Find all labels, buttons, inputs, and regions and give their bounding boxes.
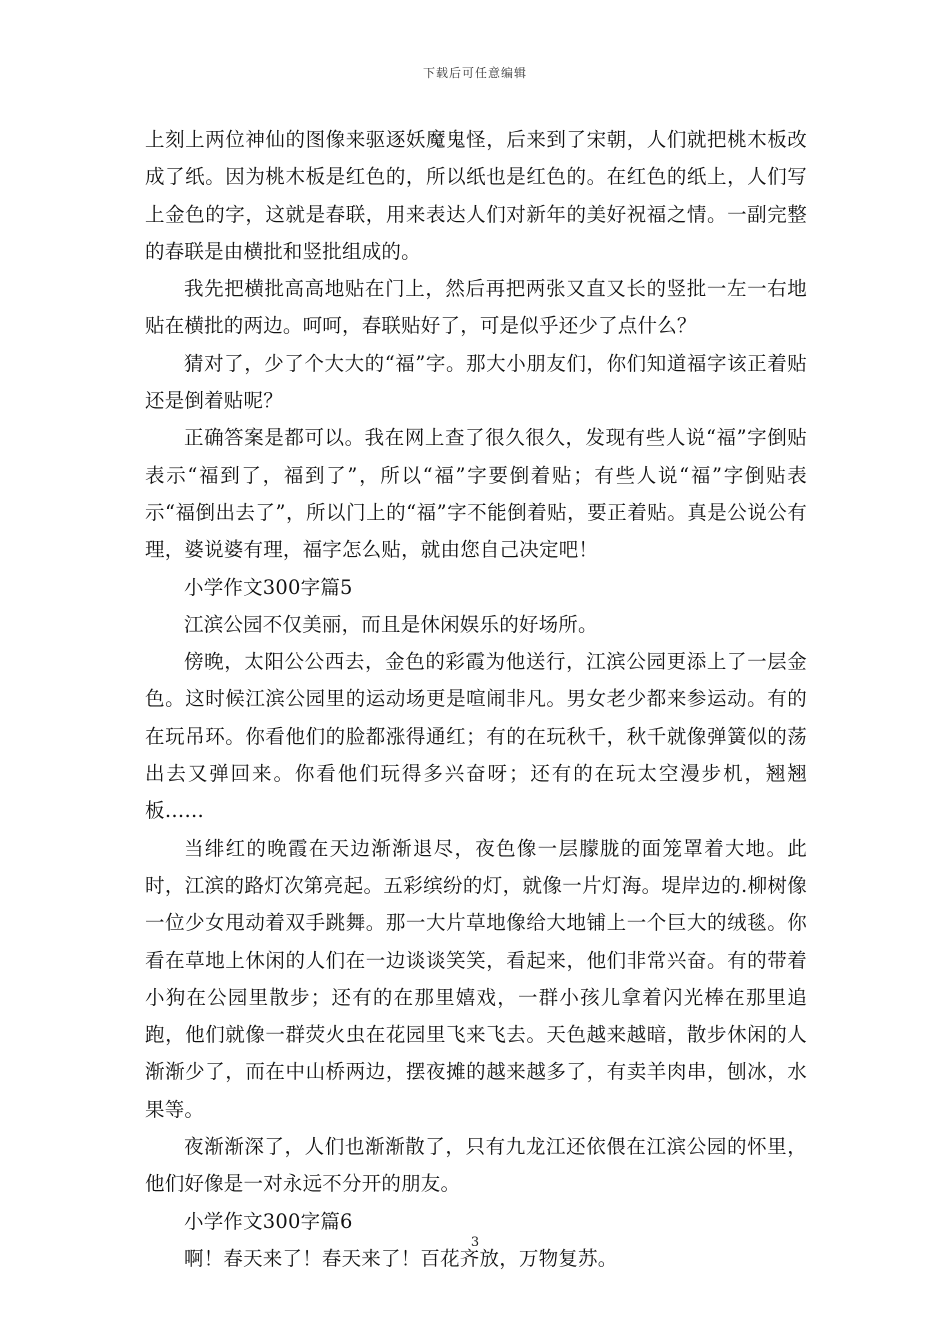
page-header: 下载后可任意编辑 bbox=[422, 66, 527, 80]
paragraph: 我先把横批高高地贴在门上，然后再把两张又直又长的竖批一左一右地贴在横批的两边。呵呵，春联贴好了，可是似乎还少了点什么？ bbox=[145, 277, 807, 338]
document-body bbox=[145, 121, 807, 1277]
paragraph: 当绯红的晚霞在天边渐渐退尽，夜色像一层朦胧的面笼罩着大地。此时，江滨的路灯次第亮起。五彩缤纷的灯，就像一片灯海。堤岸边的.柳树像一位少女甩动着双手跳舞。那一大片草地像给大地铺上一个巨大的绒毯。你看在草地上休闲的人们在一边谈谈笑笑，看起来，他们非常兴奋。有的带着小狗在公园里散步；还有的在那里嬉戏，一群小孩儿拿着闪光棒在那里追跑，他们就像一群荧火虫在花园里飞来飞去。天色越来越暗，散步休闲的人渐渐少了，而在中山桥两边，摆夜摊的越来越多了，有卖羊肉串，刨冰，水果等。 bbox=[145, 836, 807, 1121]
paragraph: 傍晚，太阳公公西去，金色的彩霞为他送行，江滨公园更添上了一层金色。这时候江滨公园里的运动场更是喧闹非凡。男女老少都来参运动。有的在玩吊环。你看他们的脸都涨得通红；有的在玩秋千，秋千就像弹簧似的荡出去又弹回来。你看他们玩得多兴奋呀；还有的在玩太空漫步机，翘翘板…… bbox=[145, 650, 807, 823]
section-heading: 小学作文300字篇6 bbox=[184, 1209, 353, 1233]
paragraph: 夜渐渐深了，人们也渐渐散了，只有九龙江还依偎在江滨公园的怀里，他们好像是一对永远不分开的朋友。 bbox=[145, 1135, 807, 1196]
section-heading: 小学作文300字篇5 bbox=[184, 575, 353, 599]
paragraph: 猜对了，少了个大大的“福”字。那大小朋友们，你们知道福字该正着贴还是倒着贴呢？ bbox=[145, 351, 807, 413]
paragraph: 江滨公园不仅美丽，而且是休闲娱乐的好场所。 bbox=[184, 612, 598, 636]
paragraph: 上刻上两位神仙的图像来驱逐妖魔鬼怪，后来到了宋朝，人们就把桃木板改成了纸。因为桃木板是红色的，所以纸也是红色的。在红色的纸上，人们写上金色的字，这就是春联，用来表达人们对新年的美好祝福之情。一副完整的春联是由横批和竖批组成的。 bbox=[145, 128, 807, 263]
paragraph: 啊！春天来了！春天来了！百花齐放，万物复苏。 bbox=[184, 1246, 618, 1270]
paragraph: 正确答案是都可以。我在网上查了很久很久，发现有些人说“福”字倒贴表示“福到了，福到了”，所以“福”字要倒着贴；有些人说“福”字倒贴表示“福倒出去了”，所以门上的“福”字不能倒着贴，要正着贴。真是公说公有理，婆说婆有理，福字怎么贴，就由您自己决定吧！ bbox=[145, 426, 807, 562]
page-number: 3 bbox=[470, 1235, 480, 1250]
